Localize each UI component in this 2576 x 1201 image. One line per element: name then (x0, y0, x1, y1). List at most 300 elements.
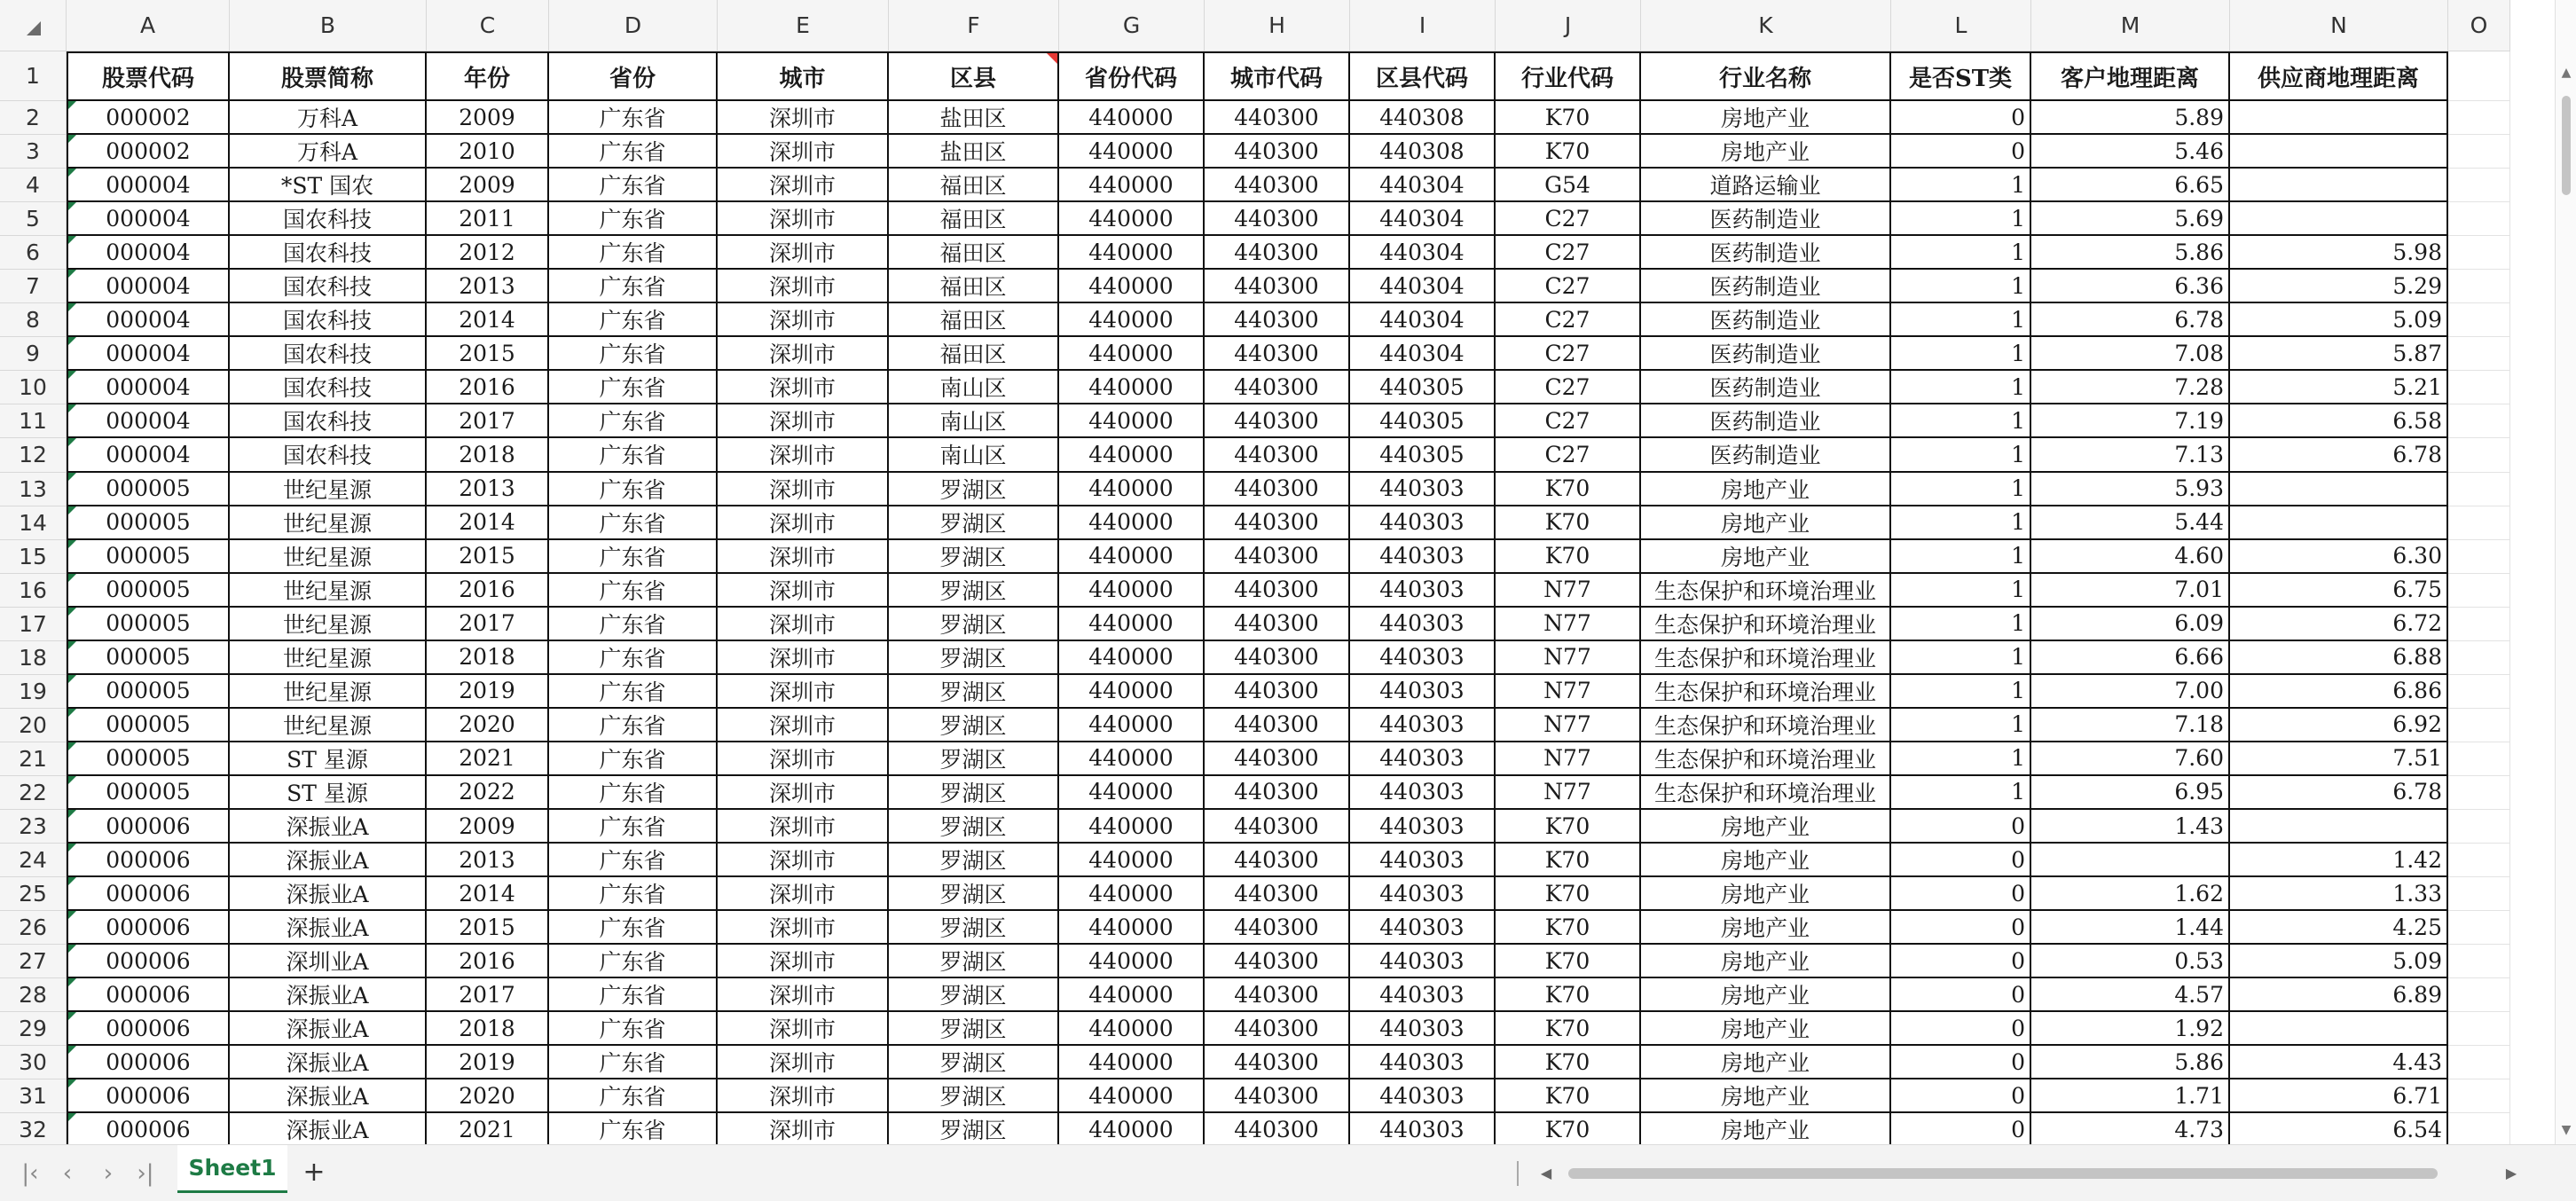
cell-city[interactable]: 深圳市 (718, 675, 889, 709)
empty-cell[interactable] (2448, 742, 2510, 776)
cell-customer-distance[interactable]: 6.09 (2031, 608, 2230, 641)
cell-city[interactable]: 深圳市 (718, 270, 889, 303)
cell-industry-code[interactable]: K70 (1496, 135, 1641, 169)
empty-cell[interactable] (2448, 1079, 2510, 1113)
cell-customer-distance[interactable]: 7.18 (2031, 709, 2230, 742)
cell-stock-name[interactable]: *ST 国农 (230, 169, 427, 202)
empty-cell[interactable] (2448, 911, 2510, 945)
cell-city-code[interactable]: 440300 (1205, 810, 1350, 844)
scroll-up-icon[interactable]: ▲ (2561, 66, 2572, 80)
cell-city-code[interactable]: 440300 (1205, 911, 1350, 945)
cell-city-code[interactable]: 440300 (1205, 135, 1350, 169)
cell-supplier-distance[interactable]: 7.51 (2230, 742, 2448, 776)
cell-supplier-distance[interactable]: 6.88 (2230, 641, 2448, 675)
cell-customer-distance[interactable]: 7.00 (2031, 675, 2230, 709)
scroll-right-icon[interactable]: ▶ (2505, 1164, 2517, 1181)
cell-supplier-distance[interactable]: 5.29 (2230, 270, 2448, 303)
cell-stock-code[interactable]: 000004 (67, 236, 230, 270)
cell-stock-name[interactable]: 深振业A (230, 911, 427, 945)
cell-province-code[interactable]: 440000 (1059, 506, 1205, 540)
cell-is-st[interactable]: 1 (1891, 371, 2031, 404)
cell-is-st[interactable]: 0 (1891, 1012, 2031, 1046)
cell-city[interactable]: 深圳市 (718, 1113, 889, 1144)
cell-province-code[interactable]: 440000 (1059, 574, 1205, 608)
cell-stock-name[interactable]: 国农科技 (230, 371, 427, 404)
cell-province[interactable]: 广东省 (549, 1012, 718, 1046)
cell-province[interactable]: 广东省 (549, 270, 718, 303)
cell-province-code[interactable]: 440000 (1059, 473, 1205, 506)
cell-district-code[interactable]: 440303 (1350, 1113, 1496, 1144)
empty-cell[interactable] (2448, 270, 2510, 303)
cell-city-code[interactable]: 440300 (1205, 303, 1350, 337)
cell-stock-name[interactable]: 深振业A (230, 844, 427, 877)
cell-stock-name[interactable]: 国农科技 (230, 202, 427, 236)
cell-is-st[interactable]: 0 (1891, 877, 2031, 911)
cell-city[interactable]: 深圳市 (718, 473, 889, 506)
cell-city[interactable]: 深圳市 (718, 945, 889, 978)
empty-cell[interactable] (2448, 1012, 2510, 1046)
cell-is-st[interactable]: 1 (1891, 473, 2031, 506)
cell-customer-distance[interactable]: 5.46 (2031, 135, 2230, 169)
cell-industry-name[interactable]: 房地产业 (1641, 473, 1891, 506)
cell-industry-code[interactable]: N77 (1496, 709, 1641, 742)
cell-city-code[interactable]: 440300 (1205, 473, 1350, 506)
cell-stock-code[interactable]: 000006 (67, 978, 230, 1012)
cell-district[interactable]: 南山区 (889, 371, 1059, 404)
header-cell-industry-name[interactable]: 行业名称 (1641, 51, 1891, 101)
cell-province[interactable]: 广东省 (549, 1079, 718, 1113)
cell-industry-code[interactable]: C27 (1496, 236, 1641, 270)
cell-stock-code[interactable]: 000002 (67, 101, 230, 135)
cell-customer-distance[interactable]: 4.57 (2031, 978, 2230, 1012)
cell-city-code[interactable]: 440300 (1205, 236, 1350, 270)
cell-stock-code[interactable]: 000004 (67, 169, 230, 202)
empty-cell[interactable] (2448, 135, 2510, 169)
cell-is-st[interactable]: 0 (1891, 810, 2031, 844)
cell-province[interactable]: 广东省 (549, 742, 718, 776)
cell-province-code[interactable]: 440000 (1059, 270, 1205, 303)
row-header[interactable]: 27 (0, 945, 67, 978)
cell-stock-name[interactable]: 深振业A (230, 1046, 427, 1079)
column-header-l[interactable]: L (1891, 0, 2031, 51)
cell-year[interactable]: 2016 (427, 574, 549, 608)
empty-cell[interactable] (2448, 473, 2510, 506)
cell-industry-code[interactable]: K70 (1496, 506, 1641, 540)
row-header[interactable]: 10 (0, 371, 67, 404)
cell-industry-name[interactable]: 房地产业 (1641, 1079, 1891, 1113)
cell-city[interactable]: 深圳市 (718, 202, 889, 236)
cell-city[interactable]: 深圳市 (718, 101, 889, 135)
row-header[interactable]: 16 (0, 574, 67, 608)
header-cell-is-st[interactable]: 是否ST类 (1891, 51, 2031, 101)
cell-province[interactable]: 广东省 (549, 810, 718, 844)
cell-industry-name[interactable]: 房地产业 (1641, 877, 1891, 911)
cell-is-st[interactable]: 1 (1891, 236, 2031, 270)
cell-province-code[interactable]: 440000 (1059, 810, 1205, 844)
cell-province[interactable]: 广东省 (549, 202, 718, 236)
cell-industry-code[interactable]: C27 (1496, 270, 1641, 303)
cell-year[interactable]: 2009 (427, 169, 549, 202)
cell-stock-code[interactable]: 000006 (67, 810, 230, 844)
cell-district-code[interactable]: 440303 (1350, 911, 1496, 945)
cell-city-code[interactable]: 440300 (1205, 709, 1350, 742)
cell-city-code[interactable]: 440300 (1205, 438, 1350, 472)
empty-cell[interactable] (2448, 877, 2510, 911)
cell-stock-code[interactable]: 000006 (67, 877, 230, 911)
cell-city[interactable]: 深圳市 (718, 506, 889, 540)
cell-province-code[interactable]: 440000 (1059, 1012, 1205, 1046)
cell-is-st[interactable]: 0 (1891, 1079, 2031, 1113)
cell-industry-name[interactable]: 房地产业 (1641, 945, 1891, 978)
cell-province[interactable]: 广东省 (549, 978, 718, 1012)
cell-district-code[interactable]: 440303 (1350, 1012, 1496, 1046)
header-cell-city[interactable]: 城市 (718, 51, 889, 101)
cell-province-code[interactable]: 440000 (1059, 945, 1205, 978)
cell-customer-distance[interactable]: 1.44 (2031, 911, 2230, 945)
cell-industry-code[interactable]: K70 (1496, 978, 1641, 1012)
row-header[interactable]: 15 (0, 540, 67, 574)
cell-stock-name[interactable]: 深振业A (230, 1113, 427, 1144)
cell-is-st[interactable]: 1 (1891, 438, 2031, 472)
cell-district-code[interactable]: 440303 (1350, 810, 1496, 844)
cell-district-code[interactable]: 440304 (1350, 270, 1496, 303)
cell-year[interactable]: 2014 (427, 303, 549, 337)
cell-is-st[interactable]: 1 (1891, 337, 2031, 371)
cell-city[interactable]: 深圳市 (718, 709, 889, 742)
cell-city[interactable]: 深圳市 (718, 641, 889, 675)
cell-city-code[interactable]: 440300 (1205, 844, 1350, 877)
cell-supplier-distance[interactable]: 6.89 (2230, 978, 2448, 1012)
cell-stock-code[interactable]: 000006 (67, 911, 230, 945)
cell-supplier-distance[interactable]: 6.78 (2230, 438, 2448, 472)
cell-city-code[interactable]: 440300 (1205, 574, 1350, 608)
cell-stock-code[interactable]: 000004 (67, 371, 230, 404)
cell-city-code[interactable]: 440300 (1205, 1046, 1350, 1079)
cell-stock-code[interactable]: 000004 (67, 303, 230, 337)
cell-province[interactable]: 广东省 (549, 540, 718, 574)
cell-stock-name[interactable]: 深振业A (230, 1012, 427, 1046)
cell-stock-code[interactable]: 000004 (67, 337, 230, 371)
column-header-e[interactable]: E (718, 0, 889, 51)
empty-cell[interactable] (2448, 844, 2510, 877)
empty-cell[interactable] (2448, 945, 2510, 978)
sheet-tab-sheet1[interactable]: Sheet1 (177, 1145, 287, 1193)
cell-industry-name[interactable]: 医药制造业 (1641, 371, 1891, 404)
cell-province-code[interactable]: 440000 (1059, 438, 1205, 472)
cell-industry-code[interactable]: N77 (1496, 742, 1641, 776)
cell-is-st[interactable]: 1 (1891, 709, 2031, 742)
cell-stock-code[interactable]: 000005 (67, 776, 230, 810)
cell-province[interactable]: 广东省 (549, 473, 718, 506)
column-header-b[interactable]: B (230, 0, 427, 51)
empty-cell[interactable] (2448, 608, 2510, 641)
cell-province[interactable]: 广东省 (549, 877, 718, 911)
cell-district-code[interactable]: 440304 (1350, 236, 1496, 270)
cell-province[interactable]: 广东省 (549, 641, 718, 675)
cell-district-code[interactable]: 440303 (1350, 608, 1496, 641)
cell-stock-code[interactable]: 000006 (67, 844, 230, 877)
row-header[interactable]: 6 (0, 236, 67, 270)
cell-industry-name[interactable]: 医药制造业 (1641, 270, 1891, 303)
cell-city[interactable]: 深圳市 (718, 337, 889, 371)
cell-industry-name[interactable]: 生态保护和环境治理业 (1641, 742, 1891, 776)
cell-industry-name[interactable]: 医药制造业 (1641, 236, 1891, 270)
cell-industry-code[interactable]: N77 (1496, 574, 1641, 608)
empty-cell[interactable] (2448, 337, 2510, 371)
cell-stock-code[interactable]: 000006 (67, 1046, 230, 1079)
scroll-left-icon[interactable]: ◀ (1540, 1164, 1552, 1181)
cell-stock-name[interactable]: 万科A (230, 135, 427, 169)
cell-city-code[interactable]: 440300 (1205, 675, 1350, 709)
cell-stock-name[interactable]: 国农科技 (230, 438, 427, 472)
cell-industry-code[interactable]: K70 (1496, 810, 1641, 844)
cell-stock-name[interactable]: 国农科技 (230, 404, 427, 438)
cell-province[interactable]: 广东省 (549, 1113, 718, 1144)
cell-province-code[interactable]: 440000 (1059, 911, 1205, 945)
cell-stock-name[interactable]: 世纪星源 (230, 506, 427, 540)
next-sheet-icon[interactable]: › (103, 1160, 114, 1187)
cell-city[interactable]: 深圳市 (718, 236, 889, 270)
cell-customer-distance[interactable]: 1.92 (2031, 1012, 2230, 1046)
cell-supplier-distance[interactable]: 1.42 (2230, 844, 2448, 877)
cell-industry-name[interactable]: 房地产业 (1641, 101, 1891, 135)
empty-cell[interactable] (2448, 776, 2510, 810)
cell-district-code[interactable]: 440304 (1350, 303, 1496, 337)
cell-supplier-distance[interactable]: 6.92 (2230, 709, 2448, 742)
cell-is-st[interactable]: 1 (1891, 303, 2031, 337)
cell-industry-code[interactable]: C27 (1496, 404, 1641, 438)
cell-province[interactable]: 广东省 (549, 438, 718, 472)
cell-customer-distance[interactable]: 4.60 (2031, 540, 2230, 574)
cell-customer-distance[interactable]: 7.13 (2031, 438, 2230, 472)
empty-cell[interactable] (2448, 810, 2510, 844)
cell-customer-distance[interactable]: 6.95 (2031, 776, 2230, 810)
cell-city-code[interactable]: 440300 (1205, 337, 1350, 371)
cell-district[interactable]: 福田区 (889, 303, 1059, 337)
cell-district[interactable]: 罗湖区 (889, 540, 1059, 574)
row-header[interactable]: 7 (0, 270, 67, 303)
cell-district-code[interactable]: 440303 (1350, 574, 1496, 608)
cell-is-st[interactable]: 0 (1891, 1113, 2031, 1144)
cell-supplier-distance[interactable]: 5.09 (2230, 303, 2448, 337)
cell-city[interactable]: 深圳市 (718, 1046, 889, 1079)
empty-cell[interactable] (2448, 101, 2510, 135)
cell-industry-name[interactable]: 生态保护和环境治理业 (1641, 776, 1891, 810)
cell-district-code[interactable]: 440303 (1350, 776, 1496, 810)
header-cell-industry-code[interactable]: 行业代码 (1496, 51, 1641, 101)
cell-stock-code[interactable]: 000004 (67, 270, 230, 303)
cell-city[interactable]: 深圳市 (718, 877, 889, 911)
empty-cell[interactable] (2448, 169, 2510, 202)
cell-customer-distance[interactable]: 5.44 (2031, 506, 2230, 540)
cell-district-code[interactable]: 440303 (1350, 1046, 1496, 1079)
split-handle[interactable] (1517, 1161, 1519, 1186)
cell-industry-code[interactable]: N77 (1496, 608, 1641, 641)
cell-stock-name[interactable]: 深振业A (230, 1079, 427, 1113)
cell-province-code[interactable]: 440000 (1059, 303, 1205, 337)
cell-city[interactable]: 深圳市 (718, 404, 889, 438)
cell-province[interactable]: 广东省 (549, 1046, 718, 1079)
cell-is-st[interactable]: 1 (1891, 742, 2031, 776)
row-header[interactable]: 23 (0, 810, 67, 844)
cell-stock-name[interactable]: 万科A (230, 101, 427, 135)
cell-district[interactable]: 罗湖区 (889, 574, 1059, 608)
cell-province-code[interactable]: 440000 (1059, 135, 1205, 169)
select-all-corner[interactable] (0, 0, 67, 51)
cell-industry-name[interactable]: 房地产业 (1641, 911, 1891, 945)
cell-supplier-distance[interactable]: 6.58 (2230, 404, 2448, 438)
cell-city[interactable]: 深圳市 (718, 810, 889, 844)
cell-stock-name[interactable]: 深振业A (230, 978, 427, 1012)
scroll-down-icon[interactable]: ▼ (2561, 1123, 2572, 1137)
cell-supplier-distance[interactable]: 6.86 (2230, 675, 2448, 709)
cell-stock-code[interactable]: 000005 (67, 709, 230, 742)
cell-industry-name[interactable]: 房地产业 (1641, 844, 1891, 877)
column-header-f[interactable]: F (889, 0, 1059, 51)
cell-city[interactable]: 深圳市 (718, 438, 889, 472)
horizontal-scroll-thumb[interactable] (1568, 1168, 2438, 1179)
cell-year[interactable]: 2021 (427, 742, 549, 776)
row-header[interactable]: 32 (0, 1113, 67, 1144)
cell-stock-name[interactable]: ST 星源 (230, 742, 427, 776)
cell-district[interactable]: 罗湖区 (889, 945, 1059, 978)
header-cell-city-code[interactable]: 城市代码 (1205, 51, 1350, 101)
cell-city[interactable]: 深圳市 (718, 776, 889, 810)
cell-city[interactable]: 深圳市 (718, 303, 889, 337)
cell-province[interactable]: 广东省 (549, 608, 718, 641)
cell-district-code[interactable]: 440305 (1350, 371, 1496, 404)
cell-stock-code[interactable]: 000006 (67, 945, 230, 978)
row-header[interactable]: 2 (0, 101, 67, 135)
cell-industry-name[interactable]: 医药制造业 (1641, 404, 1891, 438)
cell-year[interactable]: 2015 (427, 540, 549, 574)
cell-stock-name[interactable]: 世纪星源 (230, 608, 427, 641)
cell-supplier-distance[interactable]: 6.54 (2230, 1113, 2448, 1144)
cell-city-code[interactable]: 440300 (1205, 202, 1350, 236)
cell-industry-code[interactable]: K70 (1496, 1012, 1641, 1046)
cell-year[interactable]: 2013 (427, 473, 549, 506)
cell-province[interactable]: 广东省 (549, 709, 718, 742)
cell-industry-name[interactable]: 房地产业 (1641, 1046, 1891, 1079)
cell-year[interactable]: 2019 (427, 1046, 549, 1079)
cell-district[interactable]: 福田区 (889, 270, 1059, 303)
cell-is-st[interactable]: 1 (1891, 169, 2031, 202)
empty-cell[interactable] (2448, 303, 2510, 337)
cell-year[interactable]: 2022 (427, 776, 549, 810)
cell-is-st[interactable]: 1 (1891, 608, 2031, 641)
cell-supplier-distance[interactable] (2230, 1012, 2448, 1046)
cell-stock-name[interactable]: 深圳业A (230, 945, 427, 978)
cell-industry-code[interactable]: K70 (1496, 844, 1641, 877)
empty-cell[interactable] (2448, 202, 2510, 236)
cell-district[interactable]: 盐田区 (889, 135, 1059, 169)
cell-district[interactable]: 罗湖区 (889, 877, 1059, 911)
cell-province[interactable]: 广东省 (549, 945, 718, 978)
empty-cell[interactable] (2448, 675, 2510, 709)
cell-customer-distance[interactable]: 1.62 (2031, 877, 2230, 911)
cell-customer-distance[interactable]: 6.36 (2031, 270, 2230, 303)
cell-year[interactable]: 2018 (427, 1012, 549, 1046)
empty-cell[interactable] (2448, 371, 2510, 404)
cell-province[interactable]: 广东省 (549, 675, 718, 709)
cell-city[interactable]: 深圳市 (718, 135, 889, 169)
header-cell-supplier-distance[interactable]: 供应商地理距离 (2230, 51, 2448, 101)
cell-city[interactable]: 深圳市 (718, 1079, 889, 1113)
cell-customer-distance[interactable]: 0.53 (2031, 945, 2230, 978)
cell-is-st[interactable]: 1 (1891, 506, 2031, 540)
cell-stock-code[interactable]: 000005 (67, 641, 230, 675)
cell-supplier-distance[interactable] (2230, 506, 2448, 540)
cell-stock-name[interactable]: ST 星源 (230, 776, 427, 810)
row-header[interactable]: 30 (0, 1046, 67, 1079)
cell-province-code[interactable]: 440000 (1059, 844, 1205, 877)
cell-industry-code[interactable]: N77 (1496, 776, 1641, 810)
cell-customer-distance[interactable]: 5.69 (2031, 202, 2230, 236)
empty-cell[interactable] (2448, 540, 2510, 574)
cell-industry-code[interactable]: N77 (1496, 641, 1641, 675)
cell-province-code[interactable]: 440000 (1059, 1113, 1205, 1144)
cell-district-code[interactable]: 440305 (1350, 404, 1496, 438)
cell-province[interactable]: 广东省 (549, 169, 718, 202)
cell-is-st[interactable]: 1 (1891, 540, 2031, 574)
cell-city-code[interactable]: 440300 (1205, 742, 1350, 776)
cell-city[interactable]: 深圳市 (718, 574, 889, 608)
cell-industry-name[interactable]: 生态保护和环境治理业 (1641, 641, 1891, 675)
cell-is-st[interactable]: 0 (1891, 844, 2031, 877)
cell-province[interactable]: 广东省 (549, 844, 718, 877)
cell-district-code[interactable]: 440303 (1350, 641, 1496, 675)
cell-year[interactable]: 2016 (427, 945, 549, 978)
cell-stock-code[interactable]: 000002 (67, 135, 230, 169)
cell-supplier-distance[interactable]: 6.71 (2230, 1079, 2448, 1113)
empty-cell[interactable] (2448, 641, 2510, 675)
column-header-i[interactable]: I (1350, 0, 1496, 51)
cell-district[interactable]: 罗湖区 (889, 776, 1059, 810)
cell-city-code[interactable]: 440300 (1205, 877, 1350, 911)
cell-industry-code[interactable]: K70 (1496, 1079, 1641, 1113)
cell-year[interactable]: 2013 (427, 844, 549, 877)
horizontal-scrollbar[interactable] (1561, 1168, 2501, 1179)
cell-district[interactable]: 罗湖区 (889, 1079, 1059, 1113)
cell-stock-name[interactable]: 世纪星源 (230, 641, 427, 675)
header-cell-district-code[interactable]: 区县代码 (1350, 51, 1496, 101)
cell-industry-code[interactable]: G54 (1496, 169, 1641, 202)
empty-cell[interactable] (2448, 1113, 2510, 1144)
cell-stock-code[interactable]: 000005 (67, 473, 230, 506)
cell-industry-name[interactable]: 房地产业 (1641, 1012, 1891, 1046)
cell-year[interactable]: 2014 (427, 877, 549, 911)
vertical-scrollbar[interactable] (2555, 0, 2576, 1144)
cell-city[interactable]: 深圳市 (718, 844, 889, 877)
cell-customer-distance[interactable]: 7.01 (2031, 574, 2230, 608)
cell-is-st[interactable]: 0 (1891, 135, 2031, 169)
cell-industry-code[interactable]: C27 (1496, 303, 1641, 337)
cell-customer-distance[interactable]: 6.78 (2031, 303, 2230, 337)
last-sheet-icon[interactable]: ›| (137, 1160, 154, 1187)
cell-district-code[interactable]: 440303 (1350, 742, 1496, 776)
cell-is-st[interactable]: 1 (1891, 270, 2031, 303)
cell-district-code[interactable]: 440304 (1350, 337, 1496, 371)
cell-year[interactable]: 2012 (427, 236, 549, 270)
cell-province-code[interactable]: 440000 (1059, 742, 1205, 776)
cell-industry-code[interactable]: K70 (1496, 877, 1641, 911)
empty-cell[interactable] (2448, 438, 2510, 472)
row-header[interactable]: 13 (0, 473, 67, 506)
row-header[interactable]: 24 (0, 844, 67, 877)
cell-year[interactable]: 2017 (427, 404, 549, 438)
cell-province[interactable]: 广东省 (549, 911, 718, 945)
header-cell-stock-name[interactable]: 股票简称 (230, 51, 427, 101)
